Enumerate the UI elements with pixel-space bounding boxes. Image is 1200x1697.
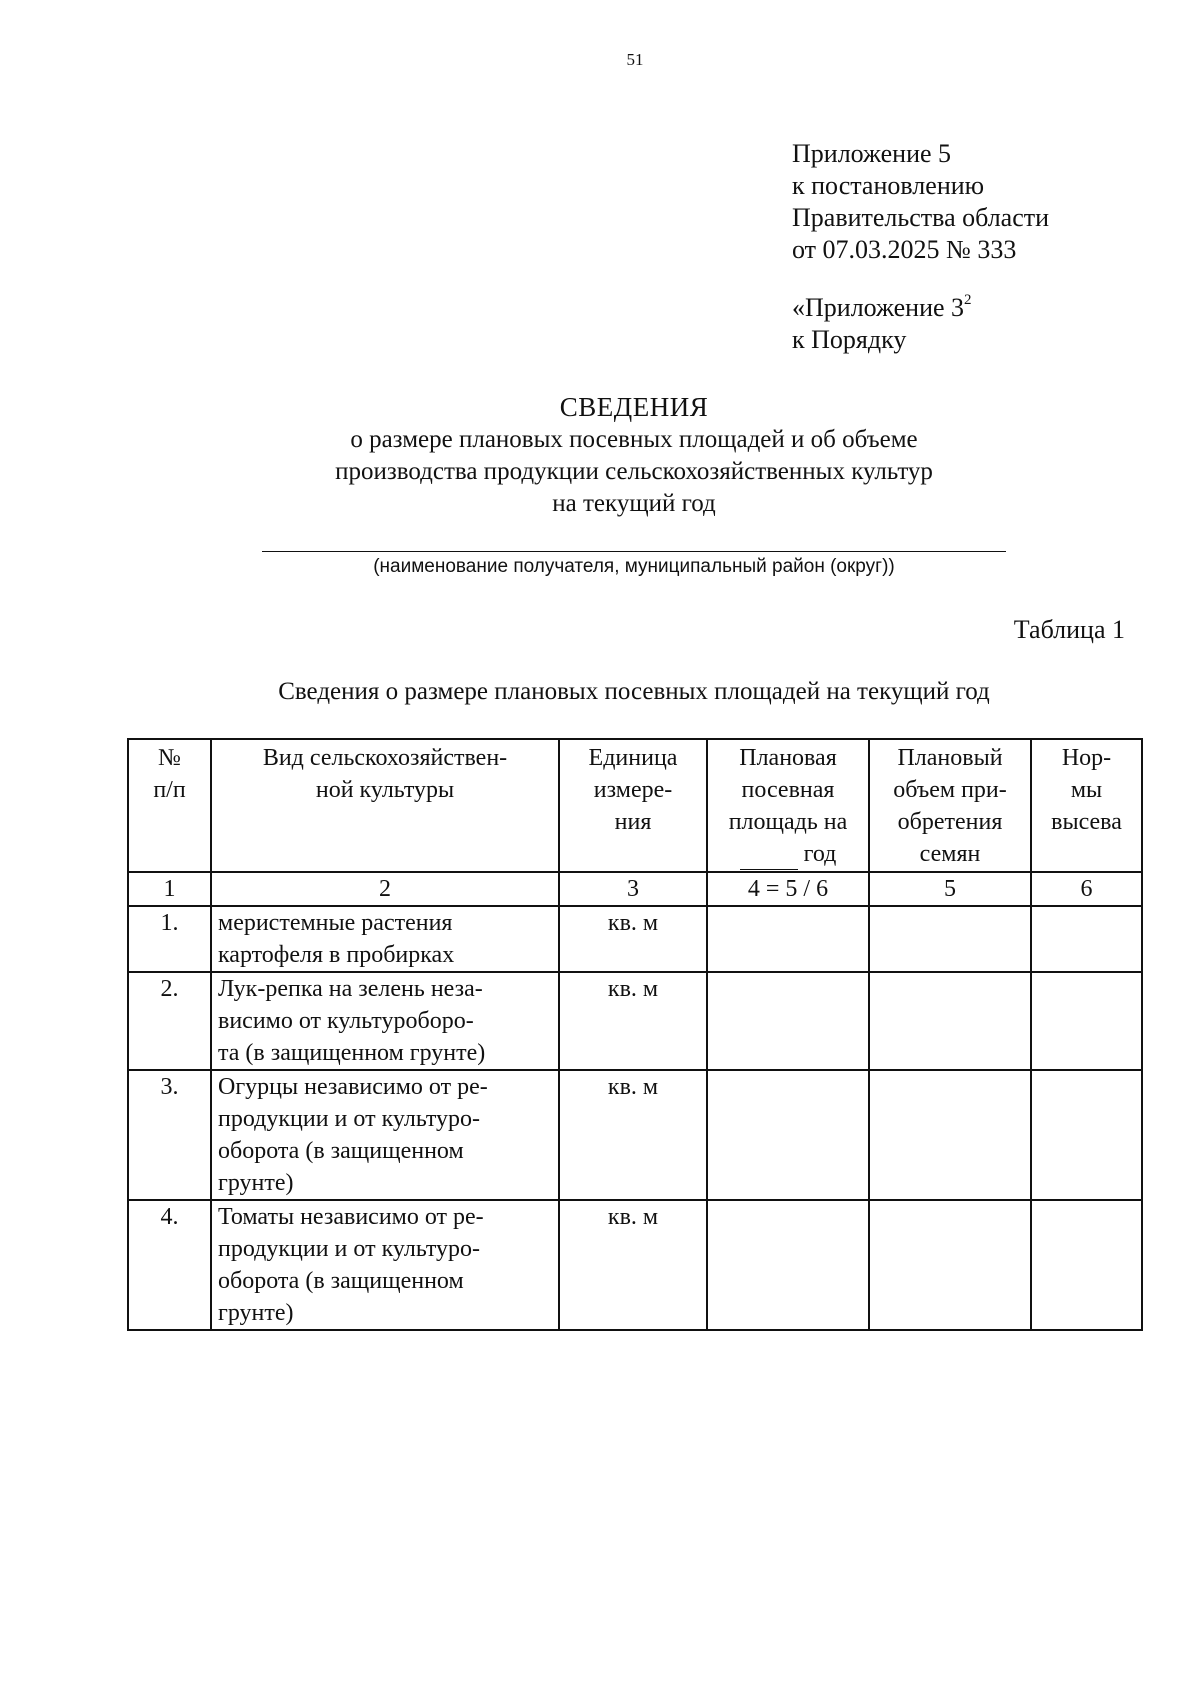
seeding-norm-cell[interactable] [1031,906,1142,972]
crop-line: оборота (в защищенном [218,1138,464,1164]
table-row [128,1200,1142,1330]
header-text: ной культуры [315,777,455,803]
header-planned-area [707,739,869,872]
header-text: п/п [153,777,186,803]
header-no [128,739,211,872]
row-number: 4. [128,1200,211,1330]
seed-volume-cell[interactable] [869,906,1031,972]
header-text: Нор- [1061,745,1112,771]
header-unit [559,739,707,872]
header-text: Плановый [897,745,1003,771]
seed-volume-cell[interactable] [869,972,1031,1070]
table-label: Таблица 1 [1013,615,1125,644]
crop-line: продукции и от культуро- [218,1236,481,1262]
appendix-order-line: к Порядку [792,325,907,354]
seeding-norm-cell[interactable] [1031,1200,1142,1330]
column-number: 3 [559,872,707,906]
table-row [128,972,1142,1070]
header-text: Вид сельскохозяйствен- [262,745,508,771]
crop-name [211,906,559,972]
title-line: на текущий год [552,490,716,517]
crop-name [211,972,559,1070]
crop-line: картофеля в пробирках [218,942,455,968]
table-row [128,906,1142,972]
header-text: ния [614,809,652,835]
header-text: мы [1070,777,1103,803]
title-line: производства продукции сельскохозяйственных культур [335,458,933,485]
column-number: 5 [869,872,1031,906]
header-text: площадь на [728,809,848,835]
seeding-norm-cell[interactable] [1031,972,1142,1070]
unit-cell: кв. м [559,972,707,1070]
crop-name [211,1200,559,1330]
planned-area-cell[interactable] [707,1200,869,1330]
header-seed-volume [869,739,1031,872]
crop-line: Огурцы независимо от ре- [218,1074,488,1100]
row-number: 3. [128,1070,211,1200]
column-number-row [128,872,1142,906]
planned-area-table [127,738,1143,1331]
appendix-line: Правительства области [792,203,1050,232]
planned-area-cell[interactable] [707,906,869,972]
header-text: объем при- [893,777,1007,803]
appendix-line: к постановлению [792,171,985,200]
seed-volume-cell[interactable] [869,1070,1031,1200]
header-year-line [714,838,862,870]
appendix-line: от 07.03.2025 № 333 [792,235,1017,264]
seed-volume-cell[interactable] [869,1200,1031,1330]
page-number: 51 [626,50,644,69]
header-seeding-norms [1031,739,1142,872]
row-number: 1. [128,906,211,972]
recipient-fill-line [262,551,1006,552]
appendix-order-reference [792,292,972,356]
crop-line: та (в защищенном грунте) [218,1040,486,1066]
unit-cell: кв. м [559,1070,707,1200]
recipient-caption: (наименование получателя, муниципальный район (округ)) [373,556,895,577]
crop-line: висимо от культуроборо- [218,1008,474,1034]
crop-line: Лук-репка на зелень неза- [218,976,483,1002]
appendix-order-superscript: 2 [964,292,972,308]
document-title [0,390,1200,520]
unit-cell: кв. м [559,1200,707,1330]
header-text: Единица [588,745,678,771]
appendix-order-text: «Приложение 3 [792,293,965,322]
table-title: Сведения о размере плановых посевных площадей на текущий год [278,678,990,705]
appendix-order-line [792,292,972,324]
planned-area-cell[interactable] [707,1070,869,1200]
header-text: семян [919,841,981,867]
crop-line: продукции и от культуро- [218,1106,481,1132]
planned-area-cell[interactable] [707,972,869,1070]
row-number: 2. [128,972,211,1070]
column-number: 2 [211,872,559,906]
title-main: СВЕДЕНИЯ [559,392,709,422]
header-text: обретения [897,809,1003,835]
header-text: год [803,841,837,867]
column-number: 1 [128,872,211,906]
column-number: 6 [1031,872,1142,906]
header-text: высева [1051,809,1122,835]
header-text: № [158,745,181,771]
table-row [128,1070,1142,1200]
crop-line: меристемные растения [218,910,453,936]
crop-line: оборота (в защищенном [218,1268,464,1294]
header-crop [211,739,559,872]
crop-line: Томаты независимо от ре- [218,1204,484,1230]
column-number: 4 = 5 / 6 [707,872,869,906]
crop-line: грунте) [218,1300,294,1326]
header-text: посевная [741,777,835,803]
year-blank [740,845,798,870]
seeding-norm-cell[interactable] [1031,1070,1142,1200]
appendix-line: Приложение 5 [792,139,952,168]
header-text: измере- [593,777,673,803]
crop-name [211,1070,559,1200]
crop-line: грунте) [218,1170,294,1196]
table-header-row [128,739,1142,872]
title-line: о размере плановых посевных площадей и об объеме [350,426,918,453]
unit-cell: кв. м [559,906,707,972]
appendix-reference [792,138,1049,266]
header-text: Плановая [739,745,837,771]
